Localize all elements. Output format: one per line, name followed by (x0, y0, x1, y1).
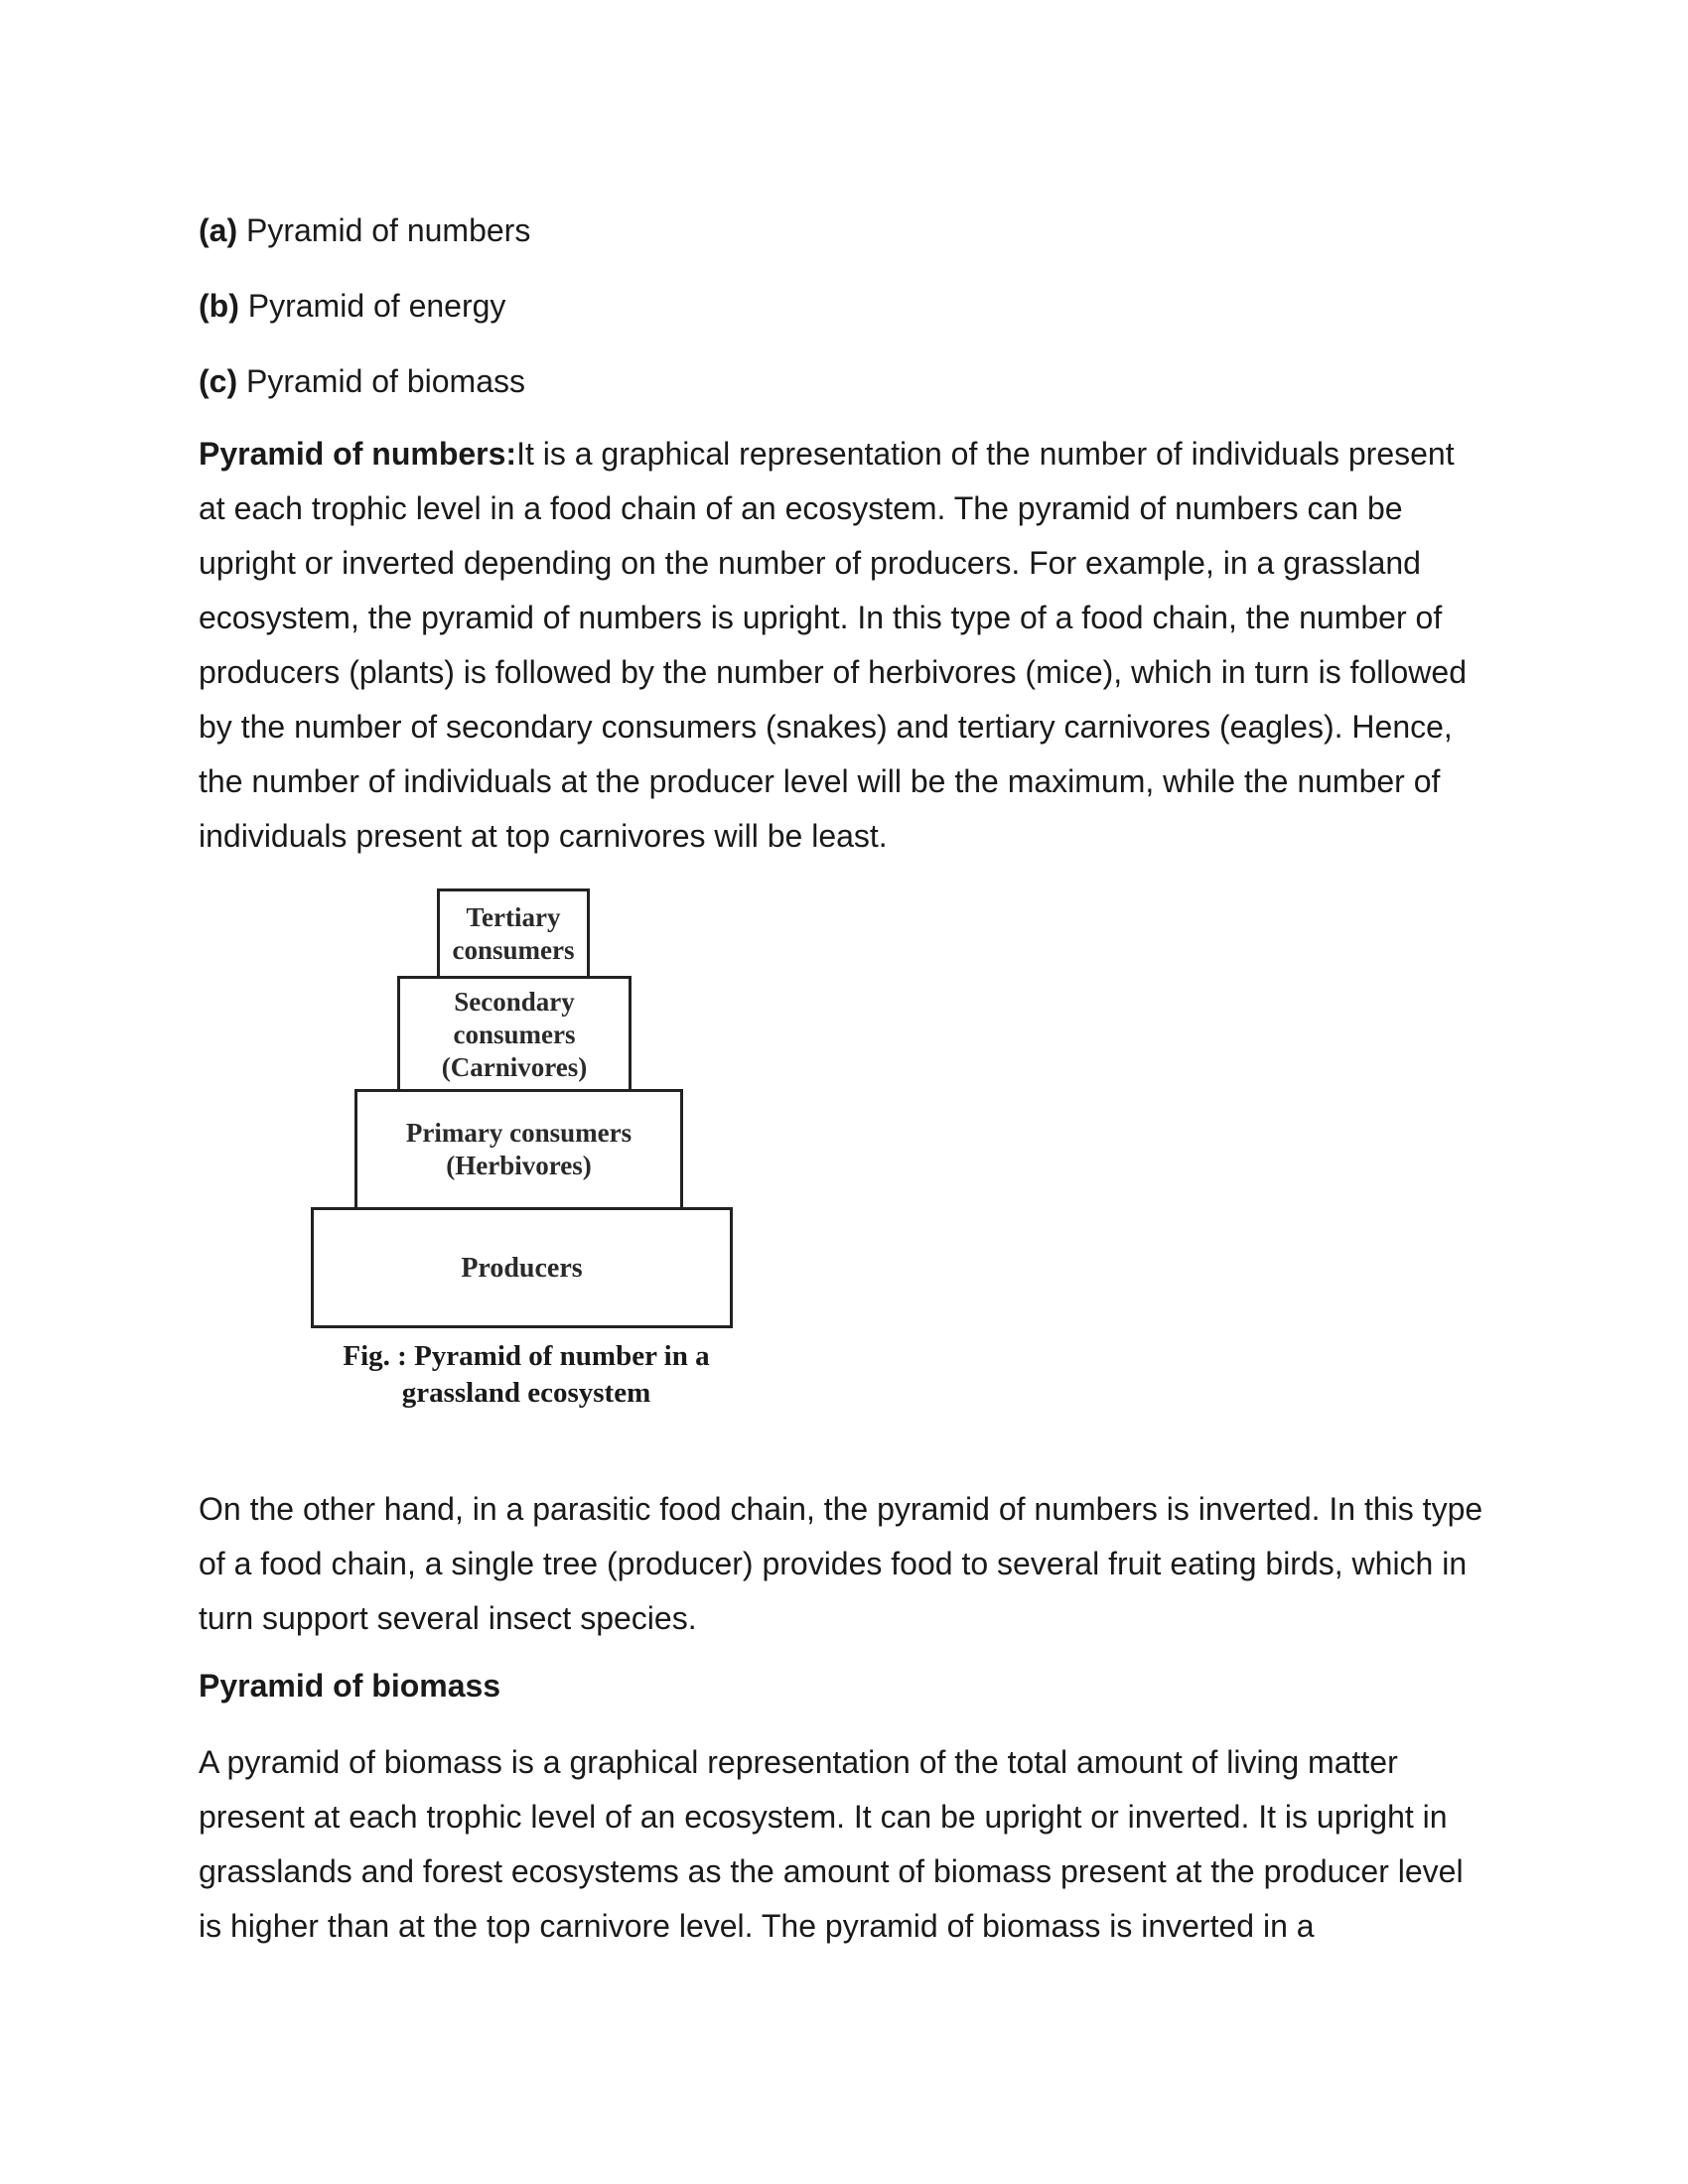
pyramid-of-biomass-heading: Pyramid of biomass (199, 1668, 501, 1704)
list-marker: (c) (199, 363, 238, 399)
pyramid-level-tertiary (437, 888, 590, 980)
pyramid-of-numbers-lead: Pyramid of numbers: (199, 436, 517, 472)
list-marker: (b) (199, 288, 239, 324)
pyramid-level-label: Producers (461, 1252, 583, 1284)
list-item-b (199, 284, 1489, 328)
list-marker: (a) (199, 212, 238, 248)
pyramid-level-label: Primary consumers (Herbivores) (405, 1118, 633, 1180)
list-item-a (199, 208, 1489, 252)
pyramid-of-numbers-figure (199, 882, 1489, 1452)
list-item-c (199, 359, 1489, 403)
figure-caption-line: Fig. : Pyramid of number in a (343, 1340, 710, 1372)
pyramid-level-secondary (397, 976, 632, 1093)
figure-caption-line: grassland ecosystem (401, 1377, 651, 1409)
document-content (199, 208, 1489, 1972)
figure-caption (278, 1338, 774, 1412)
parasitic-food-chain-paragraph: On the other hand, in a parasitic food chain, the pyramid of numbers is inverted. In this type of a food chain, a single tree (producer) provides food to several fruit eating birds, which in turn support several insect species. (199, 1491, 1483, 1636)
pyramid-of-biomass-paragraph: A pyramid of biomass is a graphical representation of the total amount of living matter present at each trophic level of an ecosystem. It can be upright or inverted. It is upright in grasslands and forest ecosystems as the amount of biomass present at the producer level is higher than at the top carnivore level. The pyramid of biomass is inverted in a (199, 1744, 1464, 1944)
pyramid-level-producers (311, 1207, 733, 1328)
pyramid-level-label: Secondary consumers (Carnivores) (441, 986, 588, 1082)
pyramid-of-numbers-text: It is a graphical representation of the number of individuals present at each trophic level in a food chain of an ecosystem. The pyramid of numbers can be upright or inverted depending on the number of producers. For example, in a grassland ecosystem, the pyramid of numbers is upright. In this type of a food chain, the number of producers (plants) is followed by the number of herbivores (mice), which in turn is followed by the number of secondary consumers (snakes) and tertiary carnivores (eagles). Hence, the number of individuals at the producer level will be the maximum, while the number of individuals present at top carnivores will be least. (199, 436, 1467, 854)
list-text: Pyramid of energy (238, 288, 506, 324)
pyramid-level-primary (354, 1089, 683, 1210)
pyramid-level-label: Tertiary consumers (452, 902, 575, 965)
pyramid-of-numbers-paragraph (199, 427, 1489, 864)
list-text: Pyramid of numbers (237, 212, 531, 248)
list-text: Pyramid of biomass (237, 363, 525, 399)
